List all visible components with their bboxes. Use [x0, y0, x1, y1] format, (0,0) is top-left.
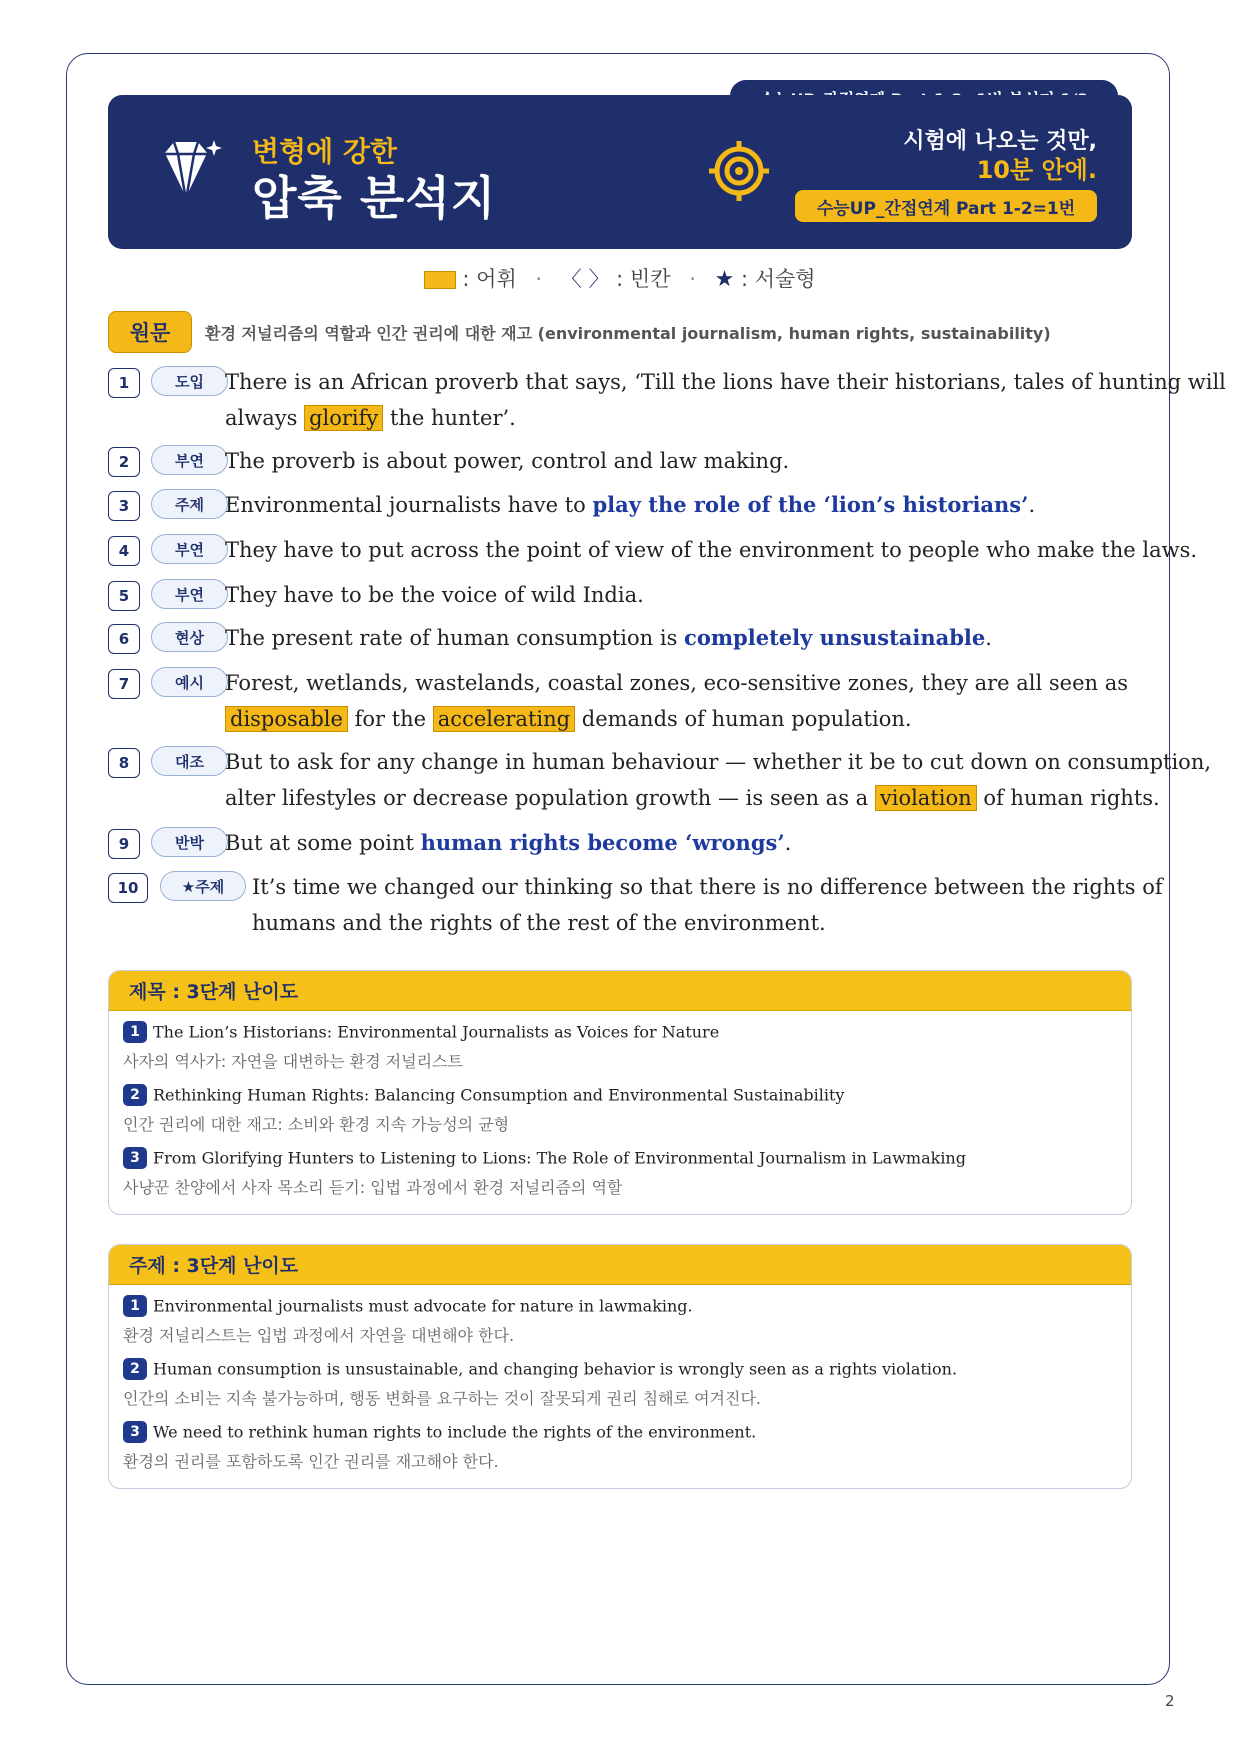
item-korean: 환경의 권리를 포함하도록 인간 권리를 재고해야 한다.	[123, 1452, 499, 1471]
sentence-number: 1	[108, 368, 140, 398]
sentence-text: The present rate of human consumption is completely unsustainable.	[225, 625, 992, 650]
title-card-heading: 제목 : 3단계 난이도	[109, 971, 1131, 1011]
sentence-text: Environmental journalists have to play the role of the ‘lion’s historians’.	[225, 492, 1036, 517]
theme-item	[123, 1295, 693, 1346]
vocab-highlight: glorify	[304, 405, 383, 431]
source-topic: 환경 저널리즘의 역할과 인간 권리에 대한 재고 (environmental journalism, human rights, sustainability)	[205, 324, 1051, 343]
sentence-text: But to ask for any change in human behaviour — whether it be to cut down on consumption, alter lifestyles or decrease population growth — is seen as a violation of human rights.	[225, 750, 1212, 810]
sentence-role: ★주제	[160, 871, 246, 901]
sentence-role: 부연	[151, 445, 228, 475]
sentence-role: 주제	[151, 489, 228, 519]
item-english: Human consumption is unsustainable, and changing behavior is wrongly seen as a rights violation.	[153, 1359, 958, 1379]
item-english: From Glorifying Hunters to Listening to Lions: The Role of Environmental Journalism in Lawmaking	[153, 1148, 966, 1168]
item-korean: 사자의 역사가: 자연을 대변하는 환경 저널리스트	[123, 1052, 463, 1071]
item-korean: 사냥꾼 찬양에서 사자 목소리 듣기: 입법 과정에서 환경 저널리즘의 역할	[123, 1178, 623, 1197]
sentence-text: They have to be the voice of wild India.	[225, 583, 644, 607]
sentence-number: 2	[108, 447, 140, 477]
sentence-text: They have to put across the point of view of the environment to people who make the laws.	[225, 538, 1198, 562]
diamond-icon	[158, 138, 222, 206]
vocab-swatch	[424, 271, 456, 289]
item-english: The Lion’s Historians: Environmental Journalists as Voices for Nature	[153, 1022, 720, 1042]
header-subtitle: 변형에 강한	[252, 135, 397, 168]
page-number: 2	[1165, 1692, 1175, 1710]
sentence-role: 반박	[151, 827, 228, 857]
vocab-highlight: violation	[875, 785, 977, 811]
header-pill: 수능UP_간접연계 Part 1-2=1번	[795, 190, 1097, 222]
sentence-text: Forest, wetlands, wastelands, coastal zones, eco-sensitive zones, they are all seen as disposable for the accelerating demands of human population.	[225, 671, 1128, 731]
legend-separator: ·	[689, 267, 696, 291]
legend	[0, 263, 1240, 293]
item-number: 3	[123, 1147, 147, 1169]
item-number: 2	[123, 1358, 147, 1380]
vocab-highlight: accelerating	[433, 706, 575, 732]
legend-separator: ·	[535, 267, 543, 291]
item-number: 3	[123, 1421, 147, 1443]
header-tagline-1: 시험에 나오는 것만,	[903, 129, 1097, 154]
header-title: 압축 분석지	[252, 171, 497, 225]
title-card	[108, 970, 1132, 1215]
item-korean: 인간의 소비는 지속 불가능하며, 행동 변화를 요구하는 것이 잘못되게 권리 침해로 여겨진다.	[123, 1389, 761, 1408]
sentence-role: 부연	[151, 579, 228, 609]
sentence-role: 대조	[151, 746, 228, 776]
sentence-text: The proverb is about power, control and law making.	[225, 449, 790, 473]
title-item	[123, 1021, 719, 1072]
theme-item	[123, 1358, 957, 1409]
star-icon: ★	[714, 267, 735, 292]
item-number: 1	[123, 1021, 147, 1043]
sentence-number: 3	[108, 491, 140, 521]
item-korean: 환경 저널리스트는 입법 과정에서 자연을 대변해야 한다.	[123, 1326, 515, 1345]
sentence-role: 도입	[151, 366, 228, 396]
sentence-role: 예시	[151, 667, 228, 697]
sentence-text: It’s time we changed our thinking so that there is no difference between the rights of humans and the rights of the rest of the environment.	[252, 875, 1163, 935]
vocab-highlight: disposable	[225, 706, 348, 732]
theme-card-heading: 주제 : 3단계 난이도	[109, 1245, 1131, 1285]
header-tagline-2: 10분 안에.	[976, 156, 1097, 184]
theme-item	[123, 1421, 756, 1472]
legend-essay: : 서술형	[740, 267, 816, 291]
item-korean: 인간 권리에 대한 재고: 소비와 환경 지속 가능성의 균형	[123, 1115, 510, 1134]
theme-card	[108, 1244, 1132, 1489]
key-phrase: completely unsustainable	[684, 625, 986, 650]
legend-blank: : 빈칸	[616, 267, 671, 291]
title-item	[123, 1147, 966, 1198]
sentence-number: 5	[108, 581, 140, 611]
sentence-number: 8	[108, 748, 140, 778]
sentence-number: 7	[108, 669, 140, 699]
sentence-text: There is an African proverb that says, ‘Till the lions have their historians, tales of hunting will always glorify the hunter’.	[225, 370, 1226, 430]
sentence-role: 부연	[151, 534, 228, 564]
key-phrase: play the role of the ‘lion’s historians’	[592, 492, 1029, 517]
legend-vocab: : 어휘	[462, 267, 517, 291]
key-phrase: human rights become ‘wrongs’	[420, 830, 785, 855]
target-icon	[708, 140, 770, 202]
sentence-number: 10	[108, 873, 148, 903]
item-english: Rethinking Human Rights: Balancing Consumption and Environmental Sustainability	[153, 1085, 845, 1105]
legend-blank-symbol: 〈 〉	[560, 267, 610, 291]
sentence-number: 9	[108, 829, 140, 859]
sentence-number: 4	[108, 536, 140, 566]
item-number: 2	[123, 1084, 147, 1106]
item-number: 1	[123, 1295, 147, 1317]
sentence-number: 6	[108, 624, 140, 654]
title-item	[123, 1084, 844, 1135]
source-label: 원문	[108, 311, 192, 353]
sentence-role: 현상	[151, 622, 228, 652]
item-english: Environmental journalists must advocate for nature in lawmaking.	[153, 1296, 693, 1316]
sentence-text: But at some point human rights become ‘wrongs’.	[225, 830, 792, 855]
item-english: We need to rethink human rights to include the rights of the environment.	[153, 1422, 757, 1442]
